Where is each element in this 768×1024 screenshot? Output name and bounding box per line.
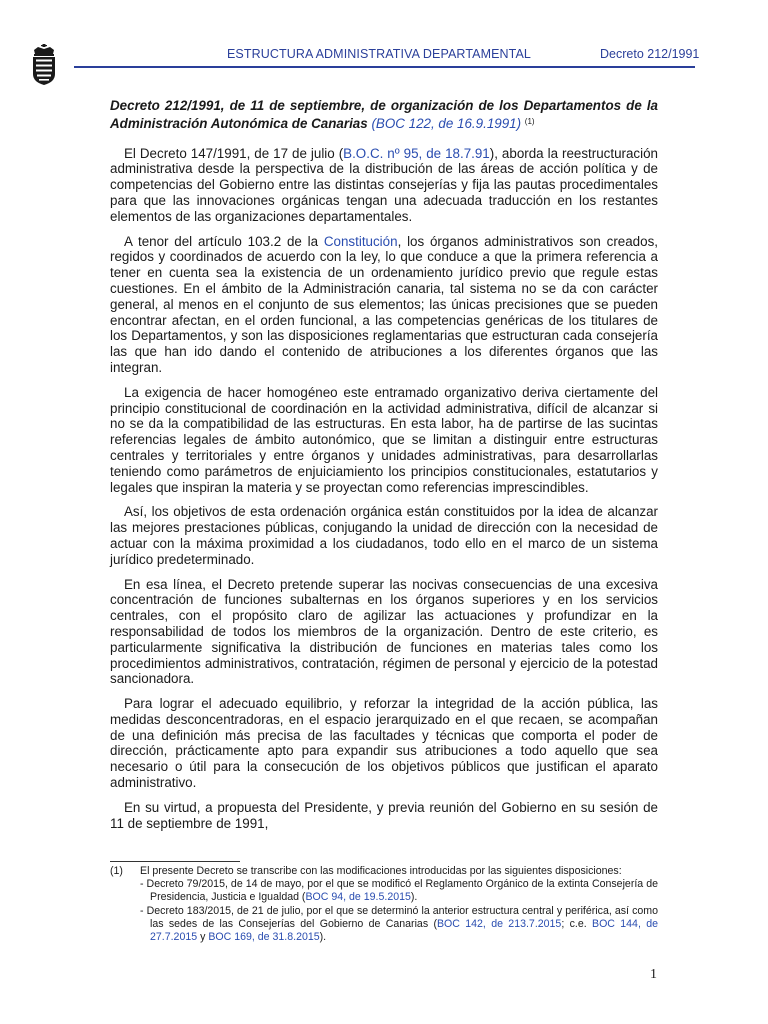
- footnote-text: ).: [319, 931, 327, 944]
- boc-142-link[interactable]: BOC 142, de 213.7.2015: [436, 917, 562, 930]
- footnote-divider: [110, 861, 240, 862]
- footnote-text: ; c.e.: [561, 917, 592, 930]
- paragraph-text: El Decreto 147/1991, de 17 de julio (: [124, 145, 344, 161]
- boc-94-link[interactable]: BOC 94, de 19.5.2015: [305, 891, 411, 904]
- paragraph-3: La exigencia de hacer homogéneo este entramado organizativo deriva ciertamente del principio constitucional de coordinación en la actividad administrativa, difícil de alcanzar si no se da la compatibilidad de las estructuras. En esta labor, ha de partirse de las sucintas referencias legales de ámbito autonómico, que se limitan a distinguir entre estructuras centrales y territoriales y entre órganos y unidades administrativas, para desarrollarlas teniendo como parámetros de enjuiciamiento los principios constitucionales, estatutarios y legales que inspiran la materia y se proyectan como referencias imprescindibles.: [110, 384, 658, 495]
- footnote-item-2: [140, 905, 658, 945]
- paragraph-2: [110, 234, 658, 376]
- paragraph-5: En esa línea, el Decreto pretende superar las nocivas consecuencias de una excesiva concentración de funciones subalternas en los órganos superiores y en los servicios centrales, con el propósito claro de agilizar las actuaciones y profundizar en la responsabilidad de todos los miembros de la organización. Dentro de este criterio, es particularmente significativa la distribución de funciones en materias tales como los procedimientos administrativos, contratación, régimen de personal y ejercicio de la potestad sancionadora.: [110, 576, 658, 687]
- footnote-text: - Decreto 183/2015, de 21 de julio, por el que se determinó la anterior estructura central y periférica, así como las sedes de las Consejerías del Gobierno de Canarias (: [140, 904, 658, 930]
- document-body: [110, 98, 658, 840]
- footnote-number: (1): [110, 865, 123, 877]
- page-number: 1: [650, 967, 657, 982]
- footnote-text: ).: [410, 891, 418, 904]
- header-divider: [74, 66, 695, 68]
- canary-islands-crest-icon: [30, 44, 58, 86]
- header-reference: Decreto 212/1991: [600, 47, 700, 61]
- footnote-item-1: [140, 878, 658, 904]
- document-title-text: Decreto 212/1991, de 11 de septiembre, de organización de los Departamentos de la Administración Autonómica de Canarias: [110, 98, 658, 131]
- document-title: [110, 98, 658, 132]
- paragraph-7: En su virtud, a propuesta del Presidente, y previa reunión del Gobierno en su sesión de 11 de septiembre de 1991,: [110, 799, 658, 831]
- paragraph-6: Para lograr el adecuado equilibrio, y reforzar la integridad de la acción pública, las medidas desconcentradoras, en el espacio jerarquizado en el que recaen, se acompañan de una definición más precisa de las facultades y técnicas que comporta el poder de dirección, prácticamente apto para expandir sus atribuciones a todo aquello que sea necesario o útil para la consecución de los objetivos públicos que justifican el aparato administrativo.: [110, 696, 658, 791]
- boc-95-link[interactable]: B.O.C. nº 95, de 18.7.91: [343, 145, 490, 161]
- paragraph-text: , los órganos administrativos son creados, regidos y coordinados de acuerdo con la ley, lo que conduce a que la primera referencia a tener en cuenta sea la existencia de un ordenamiento jurídico previo que regule estas cuestiones. En el ámbito de la Administración canaria, tal sistema no se da con carácter general, al menos en el conjunto de sus elementos; las únicas precisiones que se pueden encontrar afectan, en el orden funcional, a las competencias genéricas de los titulares de los Departamentos, y son las disposiciones reglamentarias que estructuran cada consejería las que han ido dando el contenido de atribuciones a los diferentes órganos que las integran.: [110, 233, 658, 375]
- title-footnote-mark[interactable]: (1): [524, 116, 535, 126]
- footnote-intro: El presente Decreto se transcribe con las modificaciones introducidas por las siguientes disposiciones:: [140, 865, 622, 877]
- paragraph-text: ), aborda la reestructuración administrativa desde la perspectiva de la distribución de las áreas de acción política y de competencias del Gobierno entre las distintas consejerías y fija las pautas procedimentales para que las innovaciones orgánicas tengan una adecuada traducción en los restantes elementos de las organizaciones departamentales.: [110, 145, 658, 224]
- paragraph-1: [110, 146, 658, 225]
- header-title: ESTRUCTURA ADMINISTRATIVA DEPARTAMENTAL: [227, 47, 531, 61]
- paragraph-4: Así, los objetivos de esta ordenación orgánica están constituidos por la idea de alcanzar las mejores prestaciones públicas, conjugando la unidad de dirección con la necesidad de actuar con la máxima proximidad a los ciudadanos, todo ello en el marco de un sistema jurídico predeterminado.: [110, 504, 658, 567]
- constitucion-link[interactable]: Constitución: [323, 233, 398, 249]
- boc-169-link[interactable]: BOC 169, de 31.8.2015: [208, 931, 320, 944]
- footnote: [110, 865, 658, 944]
- paragraph-text: A tenor del artículo 103.2 de la: [124, 233, 324, 249]
- footnote-text: y: [197, 931, 209, 944]
- title-boc-link[interactable]: (BOC 122, de 16.9.1991): [371, 115, 522, 131]
- footnote-text: - Decreto 79/2015, de 14 de mayo, por el que se modificó el Reglamento Orgánico de la extinta Consejería de Presidencia, Justicia e Igualdad (: [140, 878, 658, 904]
- boc-144-link[interactable]: BOC 144, de 27.7.2015: [150, 917, 658, 944]
